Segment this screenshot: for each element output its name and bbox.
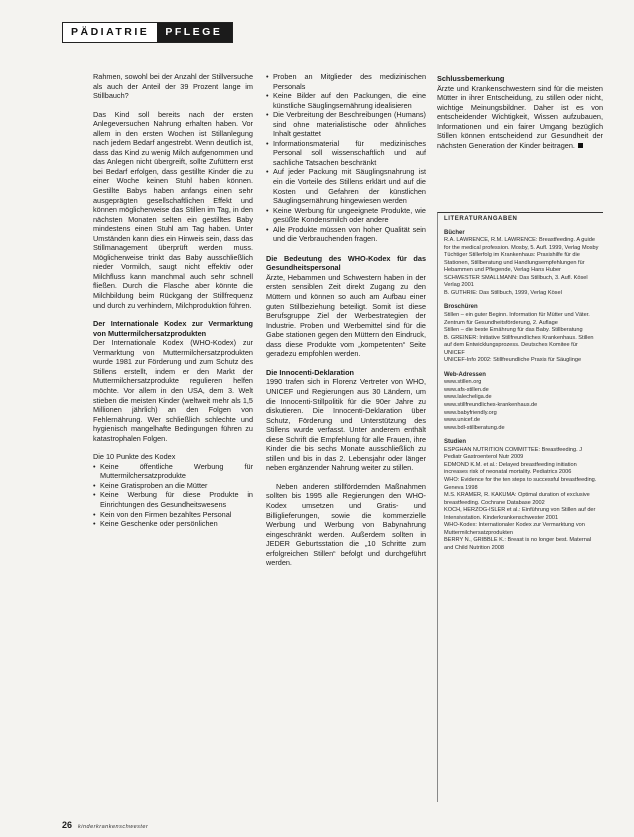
literature-group-brochures [444, 304, 599, 364]
list-item: • Keine öffentliche Werbung für Muttermilchersatzprodukte [93, 462, 253, 481]
paragraph: Das Kind soll bereits nach der ersten Anlegeversuchen Nahrung erhalten haben. Vor allem in den ersten Wochen ist Stillanlegung nach jedem Bedarf angestrebt. Wenn deutlich ist, dass das Kind zu wenig Milch aufgenommen und das Anlegen nicht übergreift, sollte Zufüttern erst bei Bedarf erfolgen, dass gestillte Kinder die zu einer Woche keinen Stuhl haben können. Gestillte Babys haben anfangs einen sehr ausgeprägten gesellschaftlichen Effekt und können möglicherweise das Stillen im Tag, in den nächsten Monaten selten ein gestilltes Baby mindestens einen Stuhl am Tag haben. Unter Umständen kann dies ein Hinweis sein, dass das Stillmanagement überprüft werden muss. Möglicherweise trinkt das Baby ausschließlich nieder Vormilch, saugt nicht effektiv oder Milchfluss kann manchmal auch sehr schnell fließen. Durch die Flasche aber könnte die Milchbildung beim Rückgang der Stillfrequenz und durch zu verhindern, Milchproduktion führen. [93, 109, 253, 310]
literature-entry: M.S. KRAMER, R. KAKUMA: Optimal duration of exclusive breastfeeding. Cochrane Database 2002 [444, 492, 590, 506]
web-address: www.stillen.org [444, 379, 482, 386]
list-item: • Alle Produkte müssen von hoher Qualität sein und die Verbrauchenden fragen. [266, 225, 426, 244]
page-footer [62, 820, 148, 830]
paragraph: Ärzte, Hebammen und Schwestern haben in der ersten sensiblen Zeit direkt Zugang zu den Müttern und können so auch am Aufbau einer guten Stillbeziehung beteiligt. Somit ist diese Berufsgruppe Ziel der Werbestrategien der Industrie. Proben und Werbemittel sind für die Gabe stationen gegen den Müttern den Eindruck, dass diese Produkte vom „kompetenten“ Seite geradezu empfohlen werden. [266, 272, 426, 359]
literature-entry: ESPGHAN NUTRITION COMMITTEE: Breastfeeding. J Pediatr Gastroenterol Nutr 2009 [444, 446, 583, 461]
page-number: 26 [62, 820, 73, 830]
literature-group-studies [444, 439, 599, 552]
literature-group-books [444, 230, 599, 298]
header-section-label: PÄDIATRIE [63, 23, 157, 42]
list-item: • Keine Gratisproben an die Mütter [93, 481, 253, 491]
literature-entry: Stillen – ein guter Beginn. Information für Mütter und Väter. Zentrum für Gesundheitsförderung, 2. Auflage [444, 312, 590, 326]
paragraph: Der Internationale Kodex (WHO-Kodex) zur Vermarktung von Muttermilchersatzprodukten wurde 1981 zur Förderung und zum Schutz des Stillens erstellt, indem er den Markt der Muttermilchersatzprodukte regulieren helfen möchte. Vor allem in den USA, dem 3. Welt stieben die meisten Kinder (weltweit mehr als 1,5 Millionen jährlich) an den Folgen von Fehlernährung. Wer schließlich schlechte und hygienisch mangelhafte Bedingungen führen zu katastrophalen Folgen. [93, 338, 253, 443]
web-address: www.babyfriendly.org [444, 409, 497, 416]
web-address: www.stillfreundliches-krankenhaus.de [444, 402, 538, 409]
literature-group-web [444, 372, 599, 432]
literature-box [437, 212, 603, 802]
column-1 [93, 72, 253, 772]
literature-group-heading: Bücher [444, 229, 465, 236]
list-item: • Keine Werbung für diese Produkte in Einrichtungen des Gesundheitswesens [93, 490, 253, 509]
section-heading: Die Innocenti-Deklaration [266, 367, 354, 377]
paragraph: 1990 trafen sich in Florenz Vertreter von WHO, UNICEF und Regierungen aus 30 Ländern, um die Innocenti-Stillpolitik für die 90er Jahre zu diskutieren. Die Innocenti-Deklaration über Schutz, Förderung und Unterstützung des Stillens wurde verfasst. Unter anderem enthält diese Schrift die Empfehlung für alle Frauen, ihre Kinder die bis sechs Monate ausschließlich zu stillen und bis in das 2. Lebensjahr oder länger neben ergänzender Nahrung weiter zu stillen. [266, 377, 426, 473]
paragraph: Neben anderen stillfördernden Maßnahmen sollten bis 1995 alle Regierungen den WHO-Kodex umsetzen und Gratis- und Billiglieferungen, sowie die kommerzielle Werbung und Werbung von Babynahrung eingeschränkt werden. Außerdem sollten in JEDER Geburtsstation die „10 Schritte zum erfolgreichen Stillen“ befolgt und durchgeführt werden. [266, 481, 426, 568]
section-heading: Schlussbemerkung [437, 74, 505, 83]
literature-group-heading: Web-Adressen [444, 371, 486, 378]
literature-entry: KOCH, HERZOG-ISLER et al.: Einführung von Stillen auf der Intensivstation. Kinderkrankenschwester 2001 [444, 507, 596, 521]
list-item: • Informationsmaterial für medizinisches Personal soll wissenschaftlich und auf sachliche Tatsachen beschränkt [266, 139, 426, 168]
section-header [62, 22, 233, 43]
literature-entry: BERRY N., GRIBBLE K.: Breast is no longer best. Maternal and Child Nutrition 2008 [444, 537, 592, 551]
closing-text: Ärzte und Krankenschwestern sind für die meisten Mütter in ihrer Entscheidung, zu stillen oder nicht, wichtige Meinungsbildner. Daher ist es von entscheidender Wichtigkeit, Wissen aufzubauen, Informationen und ein fairer Umgang bezüglich Stillen können entscheidend zur Gesundheit der nächsten Generation der Kinder beitragen. [437, 83, 603, 150]
literature-entry: R.A. LAWRENCE, R.M. LAWRENCE: Breastfeeding. A guide for the medical profession. Mosby, 5. Aufl. 1999, Verlag Mosby [444, 237, 599, 251]
list-item: • Die Verbreitung der Beschreibungen (Humans) sind ohne materialistische oder ähnliches Inhalt gestattet [266, 110, 426, 139]
literature-entry: Tüchtiger Stillerfolg im Krankenhaus: Praxishilfe für die Stationen, Stillberatung und Handlungsempfehlungen für Hebammen und Pflegende, Verlag Hans Huber [444, 252, 585, 274]
header-subsection-label: PFLEGE [157, 23, 232, 42]
kodex-list-continued [266, 72, 426, 244]
literature-entry: WHO: Evidence for the ten steps to successful breastfeeding. Geneva 1998 [444, 476, 597, 491]
list-item: • Proben an Mitglieder des medizinischen Personals [266, 72, 426, 91]
section-heading: Der Internationale Kodex zur Vermarktung von Muttermilchersatzprodukten [93, 319, 253, 338]
list-item: • Auf jeder Packung mit Säuglingsnahrung ist ein die Vorteile des Stillens erklärt und auf die Kosten und Gefahren der künstlichen Säuglingsernährung hingewiesen werden [266, 167, 426, 205]
kodex-list [93, 462, 253, 529]
literature-group-heading: Broschüren [444, 304, 478, 311]
literature-entry: Stillen – die beste Ernährung für das Baby. Stillberatung [444, 327, 583, 334]
literature-entry: WHO-Kodex: Internationaler Kodex zur Vermarktung von Muttermilchersatzprodukten [444, 522, 585, 536]
end-of-article-mark [578, 143, 583, 148]
literature-entry: UNICEF-Info 2002: Stillfreundliche Praxis für Säuglinge [444, 357, 582, 364]
literature-entry: B. GUTHRIE: Das Stillbuch, 1999, Verlag Kösel [444, 289, 562, 296]
web-address: www.lalecheliga.de [444, 394, 492, 401]
list-intro: Die 10 Punkte des Kodex [93, 452, 176, 462]
column-2 [266, 72, 426, 772]
literature-entry: SCHWESTER SMALLMANN: Das Stillbuch, 3. Aufl. Kösel Verlag 2001 [444, 274, 588, 289]
list-item: • Keine Bilder auf den Packungen, die eine künstliche Säuglingsernährung idealisieren [266, 91, 426, 110]
paragraph: Rahmen, sowohl bei der Anzahl der Stillversuche als auch der Anteil der 39 Prozent lange im Stillbauch? [93, 72, 253, 101]
web-address: www.bdl-stillberatung.de [444, 424, 505, 431]
magazine-name: kinderkrankenschwester [78, 824, 149, 830]
list-item: • Keine Werbung für ungeeignete Produkte, wie gesüßte Kondensmilch oder andere [266, 206, 426, 225]
web-address: www.afs-stillen.de [444, 386, 489, 393]
web-address: www.unicef.de [444, 417, 481, 424]
paragraph [437, 84, 603, 151]
column-3 [437, 72, 603, 207]
literature-entry: EDMOND K.M. et al.: Delayed breastfeeding initiation increases risk of neonatal mortality. Pediatrics 2006 [444, 461, 577, 476]
literature-group-heading: Studien [444, 439, 466, 446]
list-item: • Keine Geschenke oder persönlichen [93, 519, 253, 529]
literature-entry: B. GREINER: Initiative Stillfreundliches Krankenhaus. Stillen auf dem Entwicklungsprozess. Deutsches Komitee für UNICEF [444, 334, 594, 356]
list-item: • Kein von den Firmen bezahltes Personal [93, 510, 253, 520]
literature-title: LITERATURANGABEN [444, 216, 518, 222]
section-heading: Die Bedeutung des WHO-Kodex für das Gesundheitspersonal [266, 253, 426, 273]
